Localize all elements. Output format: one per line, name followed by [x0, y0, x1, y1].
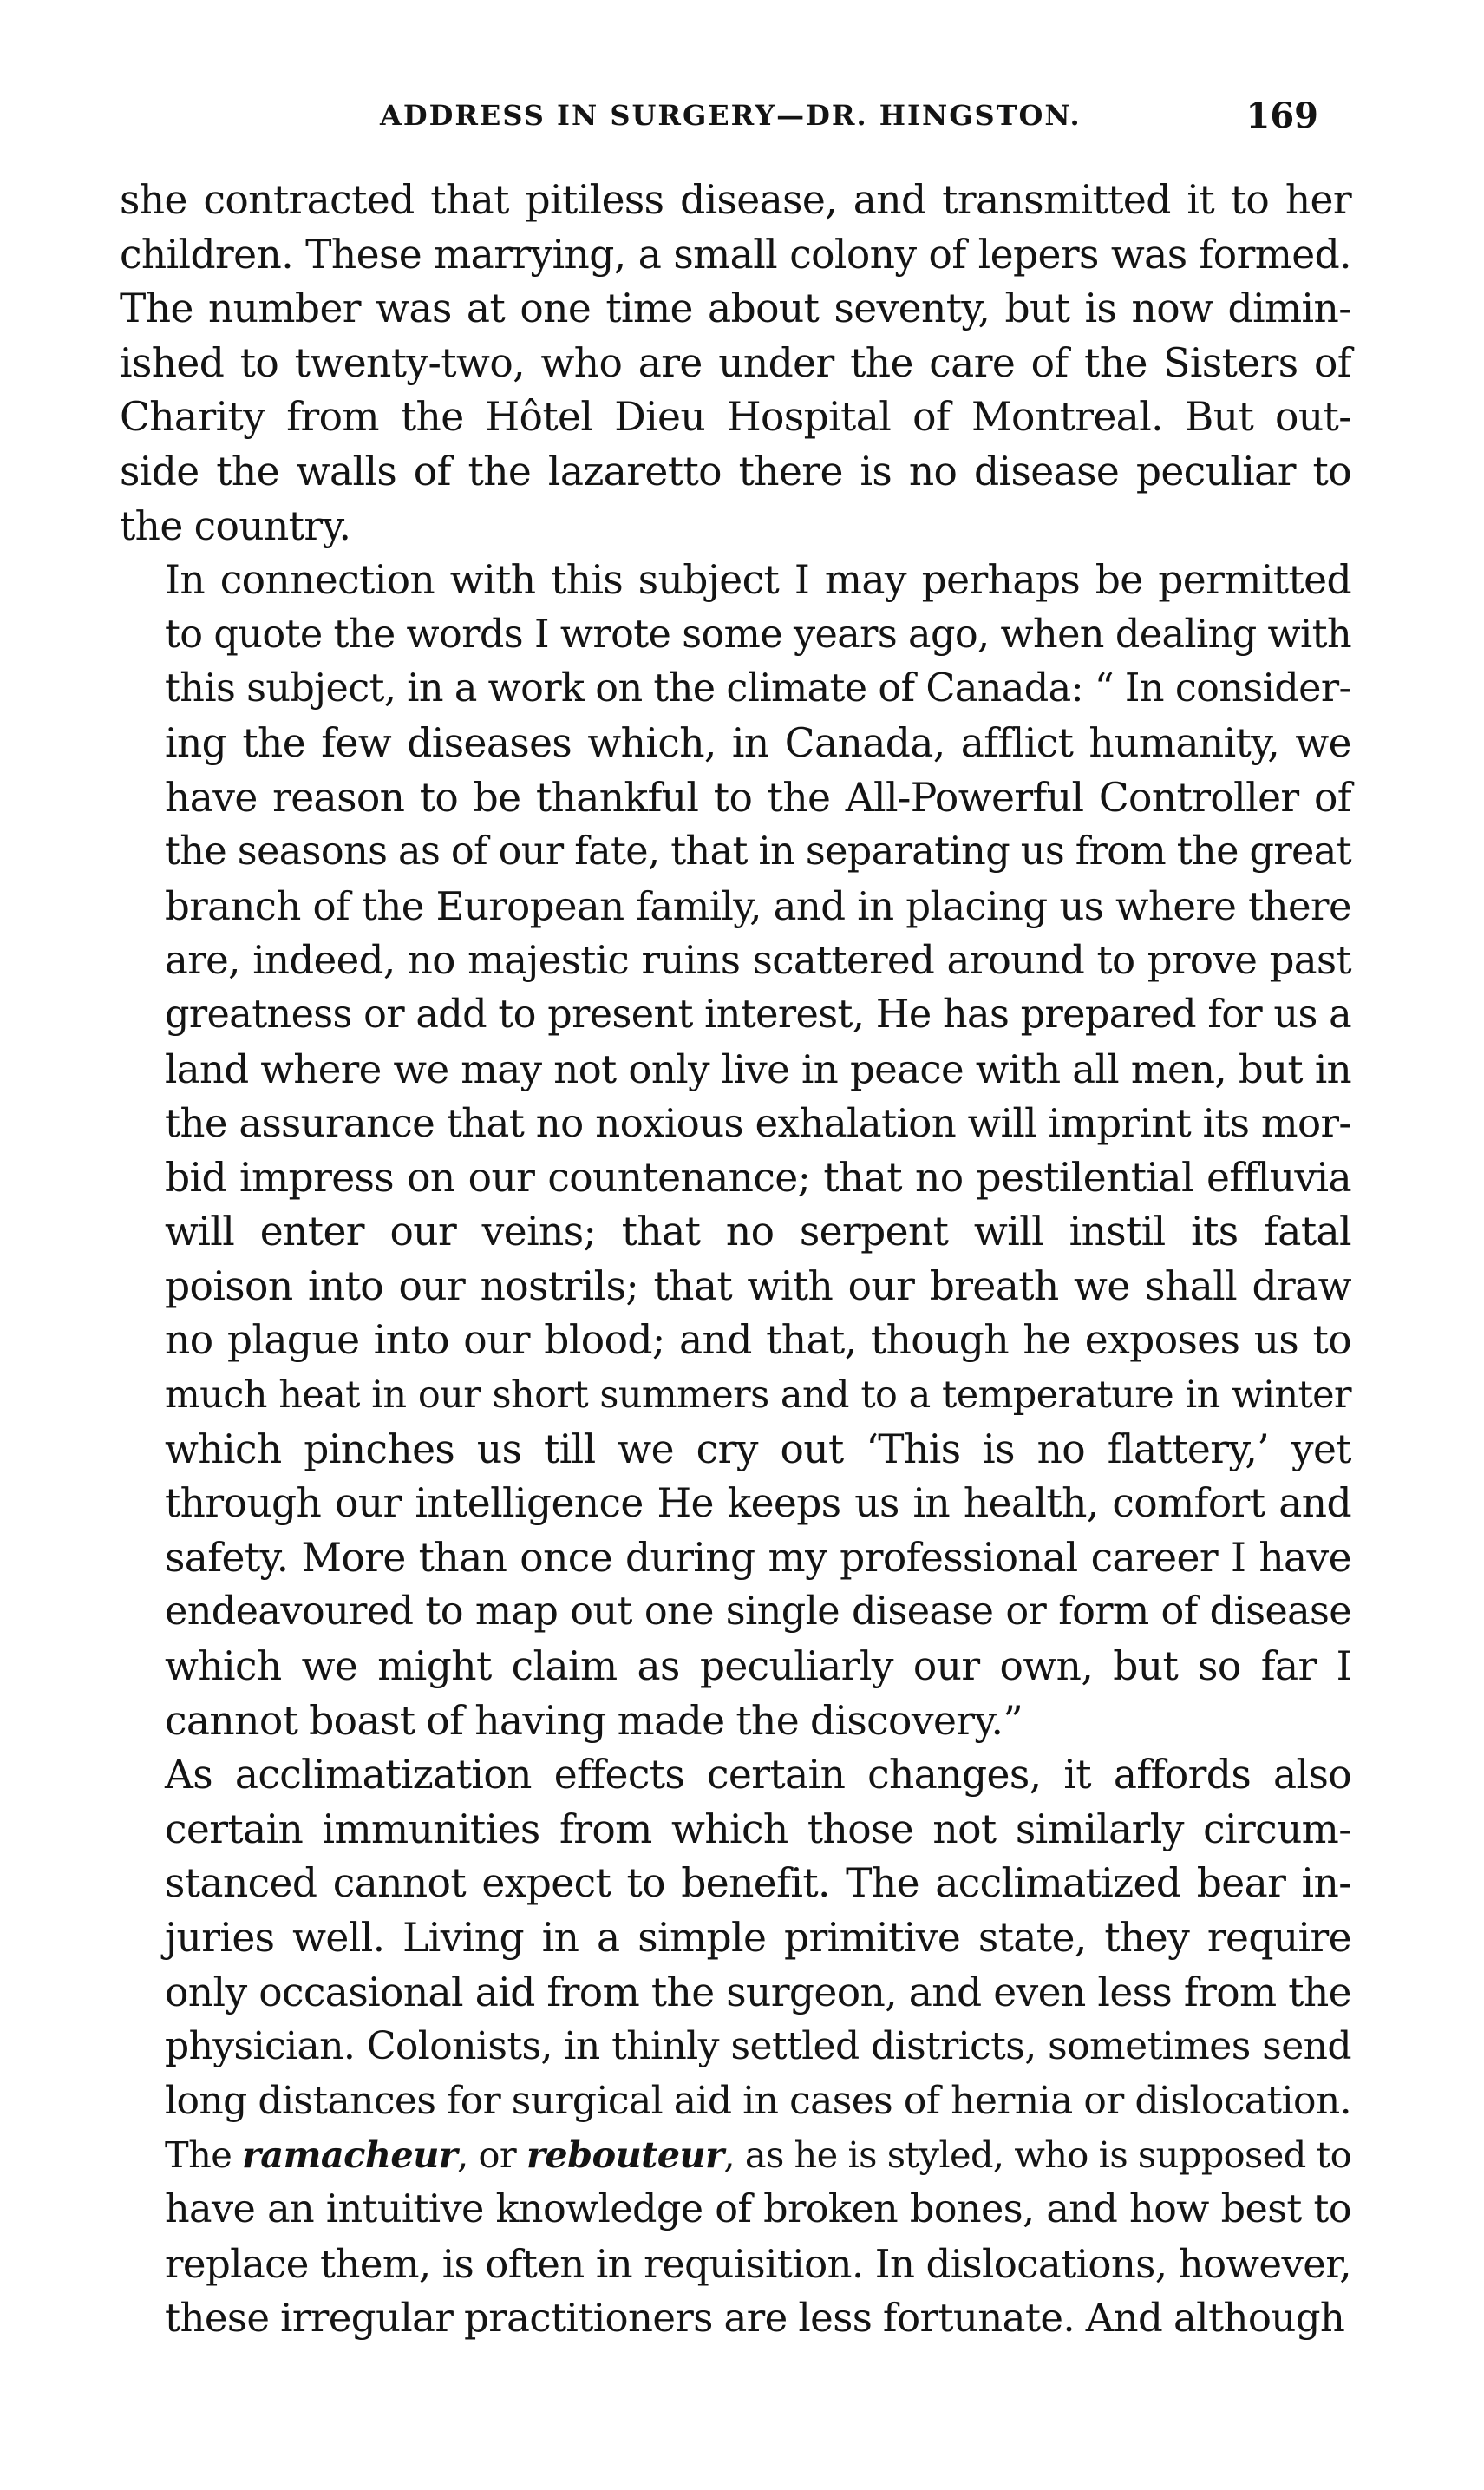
text-line: are, indeed, no majestic ruins scattered around to prove past	[165, 937, 1351, 984]
text-line: certain immunities from which those not similarly circum-	[165, 1805, 1351, 1852]
text-line: only occasional aid from the surgeon, and even less from the	[165, 1969, 1351, 2015]
text-line: this subject, in a work on the climate of Canada: “ In consider-	[165, 666, 1351, 711]
text-line: will enter our veins; that no serpent will instil its fatal	[165, 1209, 1351, 1255]
text-line: have reason to be thankful to the All-Powerful Controller of	[165, 774, 1351, 821]
text-line: side the walls of the lazaretto there is no disease peculiar to	[120, 448, 1351, 495]
body-text	[120, 174, 1351, 2346]
text-line: As acclimatization effects certain changes, it affords also	[165, 1752, 1351, 1799]
text-line: poison into our nostrils; that with our breath we shall draw	[165, 1262, 1351, 1309]
text-line: bid impress on our countenance; that no pestilential effluvia	[165, 1154, 1351, 1201]
italic-term: rebouteur	[526, 2133, 724, 2177]
text-line: have an intuitive knowledge of broken bones, and how best to	[165, 2186, 1351, 2231]
text-line: The number was at one time about seventy, but is now dimin-	[120, 285, 1351, 332]
text-line: The ramacheur, or rebouteur, as he is styled, who is supposed to	[165, 2133, 1351, 2177]
text-line: the country.	[120, 502, 351, 549]
running-head	[120, 95, 1351, 139]
italic-term: ramacheur	[242, 2133, 458, 2177]
text-line: which pinches us till we cry out ‘This is no flattery,’ yet	[165, 1425, 1351, 1472]
text-line: stanced cannot expect to benefit. The acclimatized bear in-	[165, 1860, 1351, 1907]
text-line: children. These marrying, a small colony of lepers was formed.	[120, 231, 1351, 278]
text-line: replace them, is often in requisition. In dislocations, however,	[165, 2240, 1351, 2287]
text-line: branch of the European family, and in placing us where there	[165, 882, 1351, 929]
text-line: safety. More than once during my professional career I have	[165, 1534, 1351, 1581]
text-line: ished to twenty-two, who are under the care of the Sisters of	[120, 339, 1351, 386]
text-line: endeavoured to map out one single disease or form of disease	[165, 1589, 1351, 1635]
page-number: 169	[1245, 95, 1318, 136]
text-line: to quote the words I wrote some years ago, when dealing with	[165, 612, 1351, 657]
text-line: physician. Colonists, in thinly settled districts, sometimes send	[165, 2024, 1351, 2069]
text-line: Charity from the Hôtel Dieu Hospital of Montreal. But out-	[120, 394, 1351, 441]
text-line: which we might claim as peculiarly our own, but so far I	[165, 1643, 1351, 1690]
text-line: greatness or add to present interest, He has prepared for us a	[165, 992, 1351, 1037]
paragraph	[120, 554, 1351, 1748]
text-line: cannot boast of having made the discovery.”	[165, 1697, 1023, 1744]
paragraph	[120, 1748, 1351, 2346]
text-line: juries well. Living in a simple primitive state, they require	[165, 1915, 1351, 1961]
text-line: no plague into our blood; and that, though he exposes us to	[165, 1317, 1351, 1364]
text-line: the seasons as of our fate, that in separating us from the great	[165, 829, 1351, 875]
text-line: much heat in our short summers and to a temperature in winter	[165, 1373, 1351, 1418]
text-line: the assurance that no noxious exhalation will imprint its mor-	[165, 1100, 1351, 1147]
text-line: ing the few diseases which, in Canada, afflict humanity, we	[165, 719, 1351, 766]
paragraph	[120, 174, 1351, 554]
book-page	[120, 95, 1351, 2346]
text-line: In connection with this subject I may perhaps be permitted	[165, 557, 1351, 604]
text-line: land where we may not only live in peace with all men, but in	[165, 1045, 1351, 1092]
text-line: these irregular practitioners are less fortunate. And although	[165, 2295, 1345, 2342]
text-line: long distances for surgical aid in cases of hernia or dislocation.	[165, 2078, 1351, 2123]
text-line: she contracted that pitiless disease, and transmitted it to her	[120, 177, 1351, 223]
running-title: ADDRESS IN SURGERY—DR. HINGSTON.	[380, 99, 1082, 132]
text-line: through our intelligence He keeps us in health, comfort and	[165, 1480, 1351, 1527]
